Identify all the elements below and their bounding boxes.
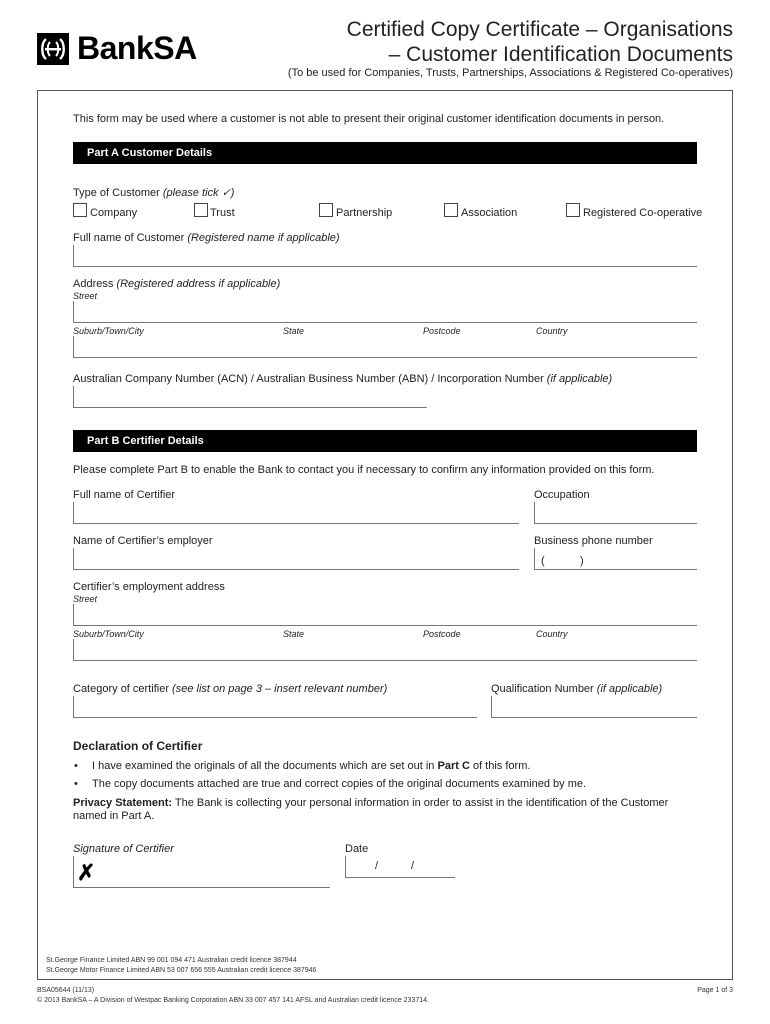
checkbox-partnership-label: Partnership [336,207,393,219]
employment-street-field[interactable] [73,604,697,626]
customer-name-hint: (Registered name if applicable) [187,232,340,244]
employment-suburb-state-postcode-country-field[interactable] [73,639,697,661]
customer-state-label: State [283,326,305,336]
customer-postcode-label: Postcode [423,326,461,336]
acn-hint: (if applicable) [546,373,613,385]
declaration-bullet-1-pre: I have examined the originals of all the documents which are set out in [92,760,435,772]
customer-street-field[interactable] [73,301,697,323]
customer-address-hint: (Registered address if applicable) [116,278,281,290]
date-field[interactable] [345,856,455,878]
signature-label: Signature of Certifier [73,843,174,855]
qualification-number-hint: (if applicable) [596,683,663,695]
qualification-number-field[interactable] [491,696,697,718]
page-number: Page 1 of 3 [697,987,733,994]
customer-suburb-state-postcode-country-field[interactable] [73,336,697,358]
checkbox-registered-cooperative-label: Registered Co-operative [583,207,703,219]
page-title-line2: – Customer Identification Documents [388,43,733,66]
privacy-statement-bold: Privacy Statement: [73,797,173,809]
declaration-heading: Declaration of Certifier [73,739,203,753]
checkbox-association-label: Association [461,207,518,219]
intro-text: This form may be used where a customer is not able to present their original customer identification documents in person. [73,113,665,125]
acn-label-text: Australian Company Number (ACN) / Australian Business Number (ABN) / Incorporation Number [73,373,544,385]
customer-type-label-text: Type of Customer [73,187,160,199]
declaration-bullet-1-post: of this form. [472,760,531,772]
occupation-field[interactable] [534,502,697,524]
privacy-statement-line1 [73,797,668,809]
customer-name-label-text: Full name of Customer [73,232,185,244]
page-title-line1: Certified Copy Certificate – Organisations [346,18,733,41]
certifier-category-label [73,683,387,695]
copyright: © 2013 BankSA – A Division of Westpac Banking Corporation ABN 33 007 457 141 AFSL and Australian credit licence 233714. [37,997,429,1004]
signature-field[interactable] [73,856,330,888]
part-a-heading: Part A Customer Details [73,142,697,164]
customer-address-label [73,278,280,290]
part-b-heading: Part B Certifier Details [73,430,697,452]
certifier-employer-field[interactable] [73,548,519,570]
declaration-bullet-1 [92,760,530,772]
certifier-category-field[interactable] [73,696,477,718]
customer-address-label-text: Address [73,278,114,290]
checkbox-partnership[interactable] [319,203,333,217]
acn-label [73,373,612,385]
employment-postcode-label: Postcode [423,629,461,639]
qualification-number-label [491,683,662,695]
checkbox-company-label: Company [90,207,138,219]
licence-line-1: St.George Finance Limited ABN 99 001 094 471 Australian credit licence 387944 [46,957,297,964]
checkbox-association[interactable] [444,203,458,217]
employment-suburb-label: Suburb/Town/City [73,629,144,639]
business-phone-label: Business phone number [534,535,653,547]
customer-type-hint: (please tick ✓) [162,187,235,199]
employment-address-label: Certifier’s employment address [73,581,225,593]
customer-street-label: Street [73,291,98,301]
declaration-bullet-2: The copy documents attached are true and correct copies of the original documents examined by me. [92,778,587,790]
form-code: BSA05644 (11/13) [37,987,95,994]
banksa-logo-icon [37,33,69,65]
licence-line-2: St.George Motor Finance Limited ABN 53 007 656 555 Australian credit licence 387946 [46,967,317,974]
privacy-statement-text: The Bank is collecting your personal information in order to assist in the identification of the Customer [174,797,669,809]
checkbox-trust-label: Trust [210,207,235,219]
signature-cross-icon: ✗ [77,860,96,885]
employment-state-label: State [283,629,305,639]
certifier-category-label-text: Category of certifier [73,683,169,695]
acn-field[interactable] [73,386,427,408]
customer-type-label [73,186,234,199]
qualification-number-label-text: Qualification Number [491,683,594,695]
certifier-name-label: Full name of Certifier [73,489,176,501]
date-label: Date [345,843,369,855]
banksa-logo: BankSA [77,30,197,66]
business-phone-field[interactable] [534,548,697,570]
date-separator-1: / [375,860,379,872]
phone-area-close-paren: ) [580,555,584,567]
customer-suburb-label: Suburb/Town/City [73,326,144,336]
customer-country-label: Country [536,326,568,336]
employment-country-label: Country [536,629,568,639]
checkbox-registered-cooperative[interactable] [566,203,580,217]
declaration-bullet-1-bold: Part C [437,760,470,772]
customer-name-label [73,232,340,244]
employment-street-label: Street [73,594,98,604]
checkbox-trust[interactable] [194,203,208,217]
checkbox-company[interactable] [73,203,87,217]
certifier-name-field[interactable] [73,502,519,524]
certifier-category-hint: (see list on page 3 – insert relevant number) [172,683,388,695]
phone-area-open-paren: ( [541,555,545,567]
bullet-icon: • [74,760,78,772]
privacy-statement-line2: named in Part A. [73,810,155,822]
customer-name-field[interactable] [73,245,697,267]
occupation-label: Occupation [534,489,590,501]
certifier-employer-label: Name of Certifier’s employer [73,535,213,547]
page-subtitle: (To be used for Companies, Trusts, Partnerships, Associations & Registered Co-operatives) [287,67,733,79]
part-b-instructions: Please complete Part B to enable the Bank to contact you if necessary to confirm any information provided on this form. [73,464,655,476]
date-separator-2: / [411,860,415,872]
bullet-icon: • [74,778,78,790]
